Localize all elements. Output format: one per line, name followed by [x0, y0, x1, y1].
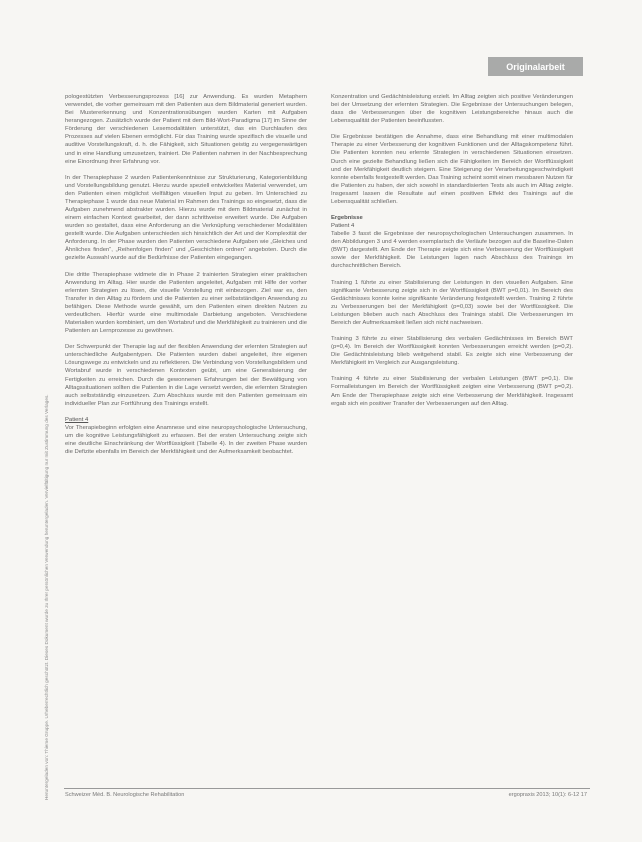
- body-paragraph: Vor Therapiebeginn erfolgten eine Anamnese und eine neuropsychologische Untersuchung, um die kognitive Leistungsfähigkeit zu erfassen. Bei der ersten Untersuchung zeigte sich eine deutliche Einschränkung der Wortflüssigkeit (Tabelle 4). In der zweiten Phase wurden die Defizite ebenfalls im Bereich der Merkfähigkeit und der Aufmerksamkeit beobachtet.: [65, 424, 307, 456]
- results-subheading: Patient 4: [331, 223, 355, 230]
- body-paragraph: Tabelle 3 fasst die Ergebnisse der neuropsychologischen Untersuchungen zusammen. In den Abbildungen 3 und 4 werden exemplarisch die Verläufe bezogen auf die Baseline-Daten (BWT) dargestellt. Am Ende der Therapie zeigte sich eine Verbesserung der Wortflüssigkeit sowie der Merkfähigkeit. Die Leistungen lagen nach Abschluss des Trainings im durchschnittlichen Bereich.: [331, 231, 573, 270]
- results-heading: Ergebnisse: [331, 215, 363, 222]
- body-paragraph: Konzentration und Gedächtnisleistung erzielt. Im Alltag zeigten sich positive Veränderungen bei der Umsetzung der erlernten Strategien. Die Ergebnisse der Untersuchungen belegen, dass die Verbesserungen über die kognitiven Leistungsbereiche hinaus auch die Lebensqualität der Patienten beeinflussten.: [331, 94, 573, 125]
- left-column: [65, 93, 307, 456]
- copyright-sidebar: [44, 60, 56, 800]
- section-badge: Originalarbeit: [488, 57, 583, 76]
- right-column: [331, 93, 573, 408]
- footer-journal: Schweizer Méd. B. Neurologische Rehabilitation: [65, 792, 185, 798]
- footer-citation: ergopraxis 2013; 10(1): 6-12 17: [508, 792, 587, 798]
- body-paragraph: pologestützten Verbesserungsprozess [16] zur Anwendung. Es wurden Metaphern verwendet, die vorher gemeinsam mit den Patienten aus dem Bildmaterial generiert wurden. Bei Mustererkennung und Konzentrationsübungen wurden Karten mit Aufgaben herangezogen. Zusätzlich wurde der Patient mit dem Bild-Wort-Paradigma [17] im Sinne der Förderung der verschiedenen Lesemodalitäten unterstützt, das ein Durchlaufen des Prozesses auf vielen Ebenen ermöglicht. Für das Training wurde spezifisch die visuelle und auditive Vorstellungskraft, d. h. die Fähigkeit, sich Situationen geistig zu vergegenwärtigen und in eine Handlung umzusetzen, trainiert. Die Patienten nahmen in der Nachbesprechung eine Einordnung ihrer Erfahrung vor.: [65, 94, 307, 165]
- body-paragraph: Die Ergebnisse bestätigen die Annahme, dass eine Behandlung mit einer multimodalen Therapie zu einer Verbesserung der kognitiven Funktionen und der Alltagskompetenz führt. Die Patienten konnten neu erlernte Strategien in verschiedenen Situationen einsetzen. Durch eine gezielte Behandlung ließen sich die Fähigkeiten im Bereich der Wortflüssigkeit und der Merkfähigkeit deutlich steigern. Eine Steigerung der Verarbeitungsgeschwindigkeit konnte ebenfalls festgestellt werden. Das Training scheint somit einen messbaren Nutzen für die Patienten zu haben, der sich sowohl in standardisierten Tests als auch im Alltag zeigte. Insgesamt lassen die Resultate auf einen positiven Effekt des Trainings auf die Lebensqualität schließen.: [331, 134, 573, 205]
- copyright-sidebar-text: Heruntergeladen von: Thieme Gruppe. Urheberrechtlich geschützt. Dieses Dokument wurde zu Ihrer persönlichen Verwendung heruntergeladen. Vervielfältigung nur mit Zustimmung des Verlages.: [44, 394, 49, 800]
- footer-rule: [64, 788, 590, 789]
- body-paragraph: Training 4 führte zu einer Stabilisierung der verbalen Leistungen (BWT p=0,1). Die Formalleistungen im Bereich der Wortflüssigkeit zeigten eine Verbesserung (BWT p=0,2). Am Ende der Therapiephase zeigte sich eine Verbesserung der Merkfähigkeit. Insgesamt ergab sich ein positiver Transfer der Verbesserungen auf den Alltag.: [331, 376, 573, 407]
- body-paragraph: In der Therapiephase 2 wurden Patientenkenntnisse zur Strukturierung, Kategorienbildung und Vorstellungsbildung genutzt. Hierzu wurde speziell entwickeltes Material verwendet, um den Patienten einen möglichst vielfältigen visuellen Input zu geben. Im Unterschied zu Therapiephase 1 wurde das neue Material im Rahmen des Trainings so eingesetzt, dass die Aufgaben zunehmend abstrakter wurden. Hierzu wurde mit dem Bildmaterial zunächst in einem einfachen Kontext gearbeitet, der dann schrittweise erweitert wurde. Die Aufgaben wurden so gestaltet, dass eine Anforderung an die Verknüpfung verschiedener Modalitäten gestellt wurde. Die Aufgaben unterschieden sich hinsichtlich der Art und der Komplexität der Anforderung. In der Phase wurden den Patienten verschiedene Aufgaben wie „Gleiches und Ähnliches finden“, „Reihenfolgen finden“ und „Geschichten ordnen“ angeboten. Durch die gezielte Auswahl wurde auf die Bedürfnisse der Patienten eingegangen.: [65, 174, 307, 262]
- section-subheading: Patient 4: [65, 416, 89, 423]
- body-paragraph: Training 3 führte zu einer Stabilisierung des verbalen Gedächtnisses im Bereich BWT (p=0,4). Im Bereich der Wortflüssigkeit konnten Verbesserungen erreicht werden (p=0,2). Die Gedächtnisleistung blieb weitgehend stabil. Es zeigte sich eine Verbesserung der Merkfähigkeit im Vergleich zur Ausgangsleistung.: [331, 336, 573, 367]
- body-paragraph: Training 1 führte zu einer Stabilisierung der Leistungen in den visuellen Aufgaben. Eine signifikante Verbesserung zeigte sich in der Wortflüssigkeit (BWT p=0,01). Im Bereich des Gedächtnisses konnte keine signifikante Veränderung festgestellt werden. Training 2 führte zu Verbesserungen bei der Merkfähigkeit (p=0,03) sowie bei der Wortflüssigkeit. Die Leistungen blieben auch nach Abschluss des Trainings stabil. Die Verbesserungen im Bereich der Aufmerksamkeit ließen sich nicht nachweisen.: [331, 279, 573, 326]
- body-paragraph: Die dritte Therapiephase widmete die in Phase 2 trainierten Strategien einer praktischen Anwendung im Alltag. Hier wurde die Patienten angeleitet, Aufgaben mit Hilfe der vorher erlernten Strategien zu lösen, die visuelle Vorstellung mit einbezogen. Ziel war es, den Transfer in den Alltag zu fördern und die Patienten zu einer selbstständigen Anwendung zu befähigen. Diese Methode wurde gewählt, um den Patienten einen direkten Nutzen zu verdeutlichen. Hierfür wurde eine multimodale Darbietung angeboten. Verschiedene Materialien wurden kombiniert, um den Wortabruf und die Merkfähigkeit zu trainieren und die Patienten an Lernprozesse zu gewöhnen.: [65, 271, 307, 335]
- body-paragraph: Der Schwerpunkt der Therapie lag auf der flexiblen Anwendung der erlernten Strategien auf unterschiedliche Aufgabentypen. Die Patienten wurden dabei angeleitet, ihre eigenen Lösungswege zu entwickeln und zu reflektieren. Die Verbindung von Vorstellungsbildern und Wortabruf wurde in verschiedenen Kontexten geübt, um eine Generalisierung der Fertigkeiten zu erreichen. Durch die gewonnenen Erfahrungen bei der Bewältigung von Alltagssituationen sollten die Patienten in die Lage versetzt werden, die erlernten Strategien auch selbstständig einzusetzen. Zum Abschluss wurde mit den Patienten gemeinsam ein individueller Plan zur Fortführung des Trainings erstellt.: [65, 344, 307, 407]
